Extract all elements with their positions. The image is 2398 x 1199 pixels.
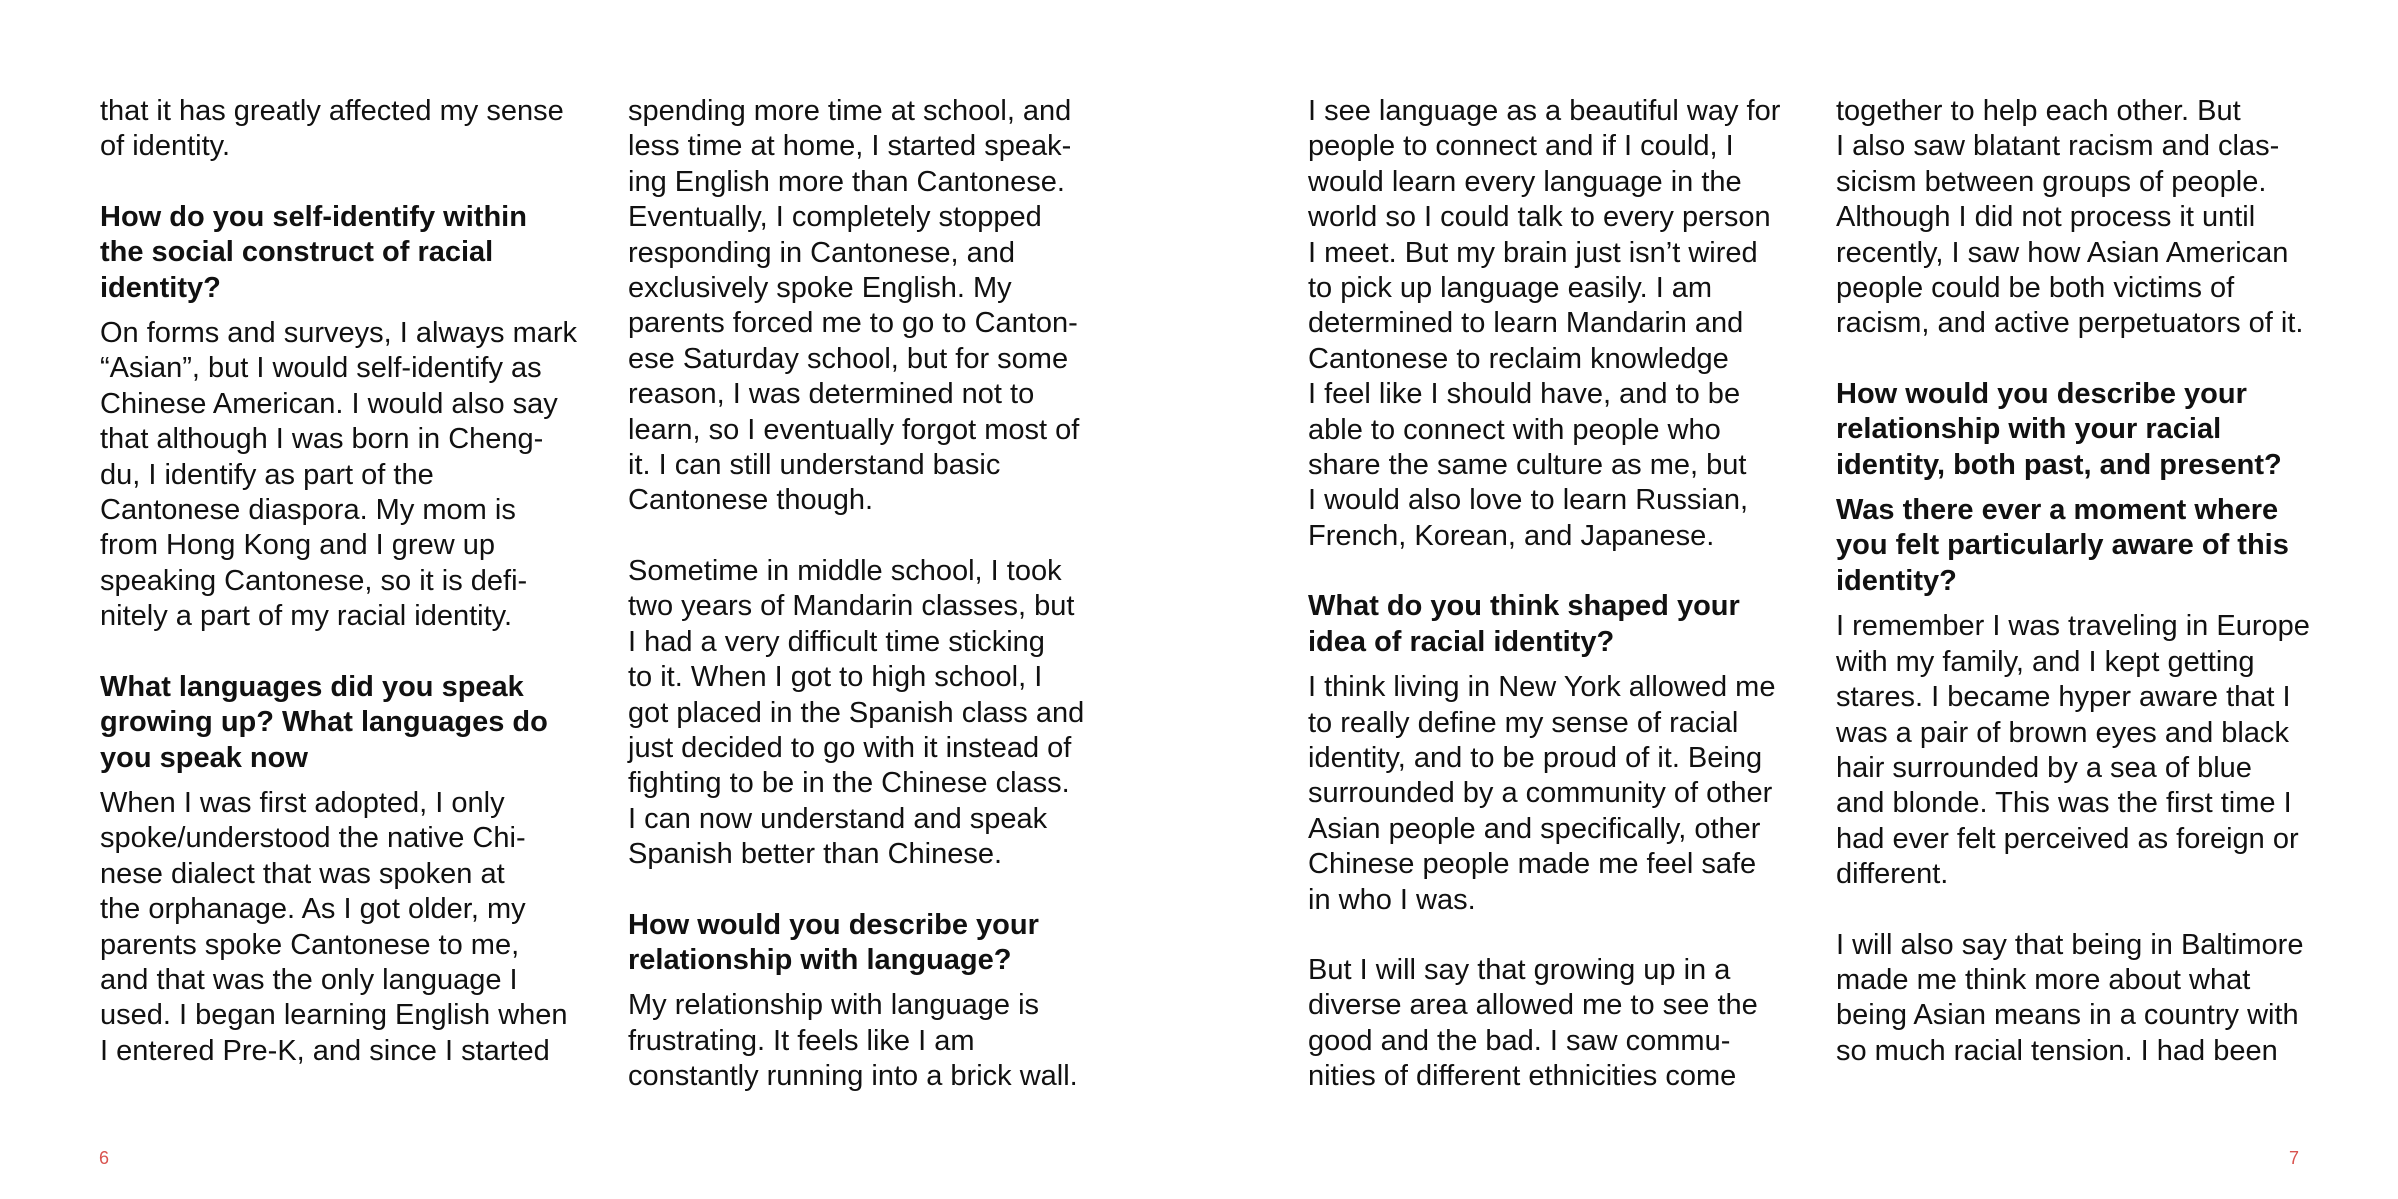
- body-paragraph: Sometime in middle school, I took two years of Mandarin classes, but I had a very difficult time sticking to it. When I got to high school, I got placed in the Spanish class and just decided to go with it instead of fighting to be in the Chinese class. I can now understand and speak Spanish better than Chinese.: [628, 554, 1085, 871]
- body-paragraph: My relationship with language is frustrating. It feels like I am constantly running into a brick wall.: [628, 989, 1078, 1093]
- left-page-column-2: [628, 94, 1118, 1095]
- body-paragraph: I remember I was traveling in Europe with my family, and I kept getting stares. I became hyper aware that I was a pair of brown eyes and black hair surrounded by a sea of blue and blonde. This was the first time I had ever felt perceived as foreign or different.: [1836, 610, 2310, 891]
- interview-question: How would you describe your relationship with language?: [628, 908, 1039, 976]
- interview-question: What languages did you speak growing up? What languages do you speak now: [100, 670, 548, 774]
- body-paragraph: But I will say that growing up in a diverse area allowed me to see the good and the bad. I saw commu- nities of different ethnicities come: [1308, 953, 1758, 1093]
- interview-question: What do you think shaped your idea of racial identity?: [1308, 590, 1740, 658]
- body-paragraph: spending more time at school, and less time at home, I started speak- ing English more than Cantonese. Eventually, I completely stopped responding in Cantonese, and exclusively spoke English. My parents forced me to go to Canton- ese Saturday school, but for some reason, I was determined not to learn, so I eventually forgot most of it. I can still understand basic Cantonese though.: [628, 95, 1080, 517]
- body-paragraph: together to help each other. But I also saw blatant racism and clas- sicism between groups of people. Although I did not process it until recently, I saw how Asian American people could be both victims of racism, and active perpetuators of it.: [1836, 95, 2304, 340]
- body-paragraph: I see language as a beautiful way for people to connect and if I could, I would learn every language in the world so I could talk to every person I meet. But my brain just isn’t wired to pick up language easily. I am determined to learn Mandarin and Cantonese to reclaim knowledge I feel like I should have, and to be able to connect with people who share the same culture as me, but I would also love to learn Russian, French, Korean, and Japanese.: [1308, 95, 1781, 552]
- body-paragraph: I think living in New York allowed me to really define my sense of racial identity, and to be proud of it. Being surrounded by a community of other Asian people and specifically, other Chinese people made me feel safe in who I was.: [1308, 671, 1776, 916]
- body-paragraph: On forms and surveys, I always mark “Asian”, but I would self-identify as Chinese American. I would also say that although I was born in Cheng- du, I identify as part of the Cantonese diaspora. My mom is from Hong Kong and I grew up speaking Cantonese, so it is defi- nitely a part of my racial identity.: [100, 317, 578, 633]
- left-page-column-1: [100, 94, 590, 1069]
- body-paragraph: I will also say that being in Baltimore made me think more about what being Asian means in a country with so much racial tension. I had been: [1836, 928, 2304, 1067]
- body-paragraph: that it has greatly affected my sense of identity.: [100, 95, 564, 163]
- interview-question: Was there ever a moment where you felt particularly aware of this identity?: [1836, 494, 2289, 597]
- interview-question: How would you describe your relationship with your racial identity, both past, and present?: [1836, 377, 2282, 481]
- page-number-right: 7: [2289, 1148, 2300, 1168]
- right-page-column-2: [1836, 94, 2326, 1069]
- right-page-column-1: [1308, 94, 1798, 1095]
- body-paragraph: When I was first adopted, I only spoke/understood the native Chi- nese dialect that was spoken at the orphanage. As I got older, my parents spoke Cantonese to me, and that was the only language I used. I began learning English when I entered Pre-K, and since I started: [100, 786, 568, 1067]
- interview-question: How do you self-identify within the social construct of racial identity?: [100, 200, 527, 304]
- page-number-left: 6: [99, 1148, 110, 1168]
